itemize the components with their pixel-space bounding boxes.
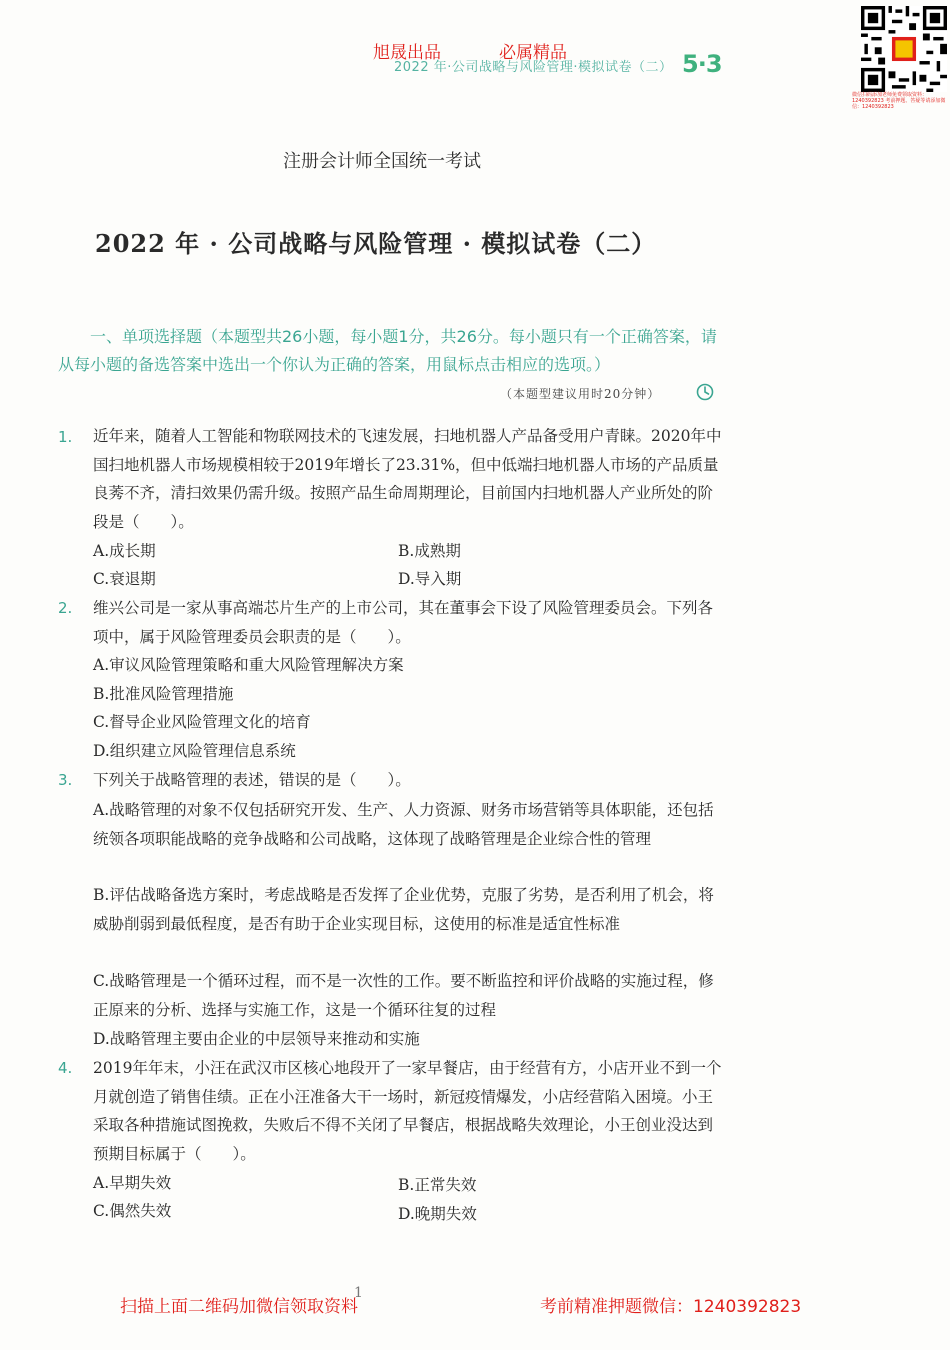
publisher-logo: 5·3 — [682, 50, 722, 78]
option-d[interactable]: D.战略管理主要由企业的中层领导来推动和实施 — [93, 1030, 420, 1048]
time-note: （本题型建议用时20分钟） — [500, 387, 661, 401]
option-a[interactable]: A.审议风险管理策略和重大风险管理解决方案 — [93, 656, 404, 674]
watermark-bottom-right: 考前精准押题微信：1240392823 — [540, 1297, 802, 1317]
question-stem: 2019年年末，小汪在武汉市区核心地段开了一家早餐店，由于经营有方，小店开业不到一个月就创造了销售佳绩。正在小汪准备大干一场时，新冠疫情爆发，小店经营陷入困境。小王采取各种措施试图挽救，失败后不得不关闭了早餐店，根据战略失效理论，小王创业没达到预期目标属于（ ）。 — [93, 1059, 722, 1163]
option-b[interactable]: B.评估战略备选方案时，考虑战略是否发挥了企业优势，克服了劣势，是否利用了机会，将威胁削弱到最低程度，是否有助于企业实现目标，这使用的标准是适宜性标准 — [93, 886, 714, 933]
option-a[interactable]: A.战略管理的对象不仅包括研究开发、生产、人力资源、财务市场营销等具体职能，还包括统领各项职能战略的竞争战略和公司战略，这体现了战略管理是企业综合性的管理 — [93, 801, 714, 848]
option-d[interactable]: D.组织建立风险管理信息系统 — [93, 742, 296, 760]
option-a[interactable]: A.早期失效 — [93, 1174, 172, 1192]
watermark-top-left: 旭晟出品 — [373, 43, 441, 63]
page-title: 2022 年 · 公司战略与风险管理 · 模拟试卷（二） — [95, 229, 657, 258]
watermark-bottom-left: 扫描上面二维码加微信领取资料 — [120, 1297, 358, 1317]
option-d[interactable]: D.导入期 — [398, 570, 462, 588]
qr-code-icon — [861, 6, 947, 92]
running-header: 2022 年·公司战略与风险管理·模拟试卷（二） — [394, 60, 673, 75]
question-stem: 维兴公司是一家从事高端芯片生产的上市公司，其在董事会下设了风险管理委员会。下列各项中，属于风险管理委员会职责的是（ ）。 — [93, 599, 714, 646]
qr-note: 微信扫码添加老师免费领取资料：1240392823 考前押题、答疑等请添加微信：1240392823 — [852, 92, 946, 110]
option-c[interactable]: C.衰退期 — [93, 570, 156, 588]
option-b[interactable]: B.正常失效 — [398, 1176, 477, 1194]
question-number: 2. — [58, 599, 73, 617]
option-d[interactable]: D.晚期失效 — [398, 1205, 477, 1223]
section-heading: 一、单项选择题（本题型共26小题，每小题1分，共26分。每小题只有一个正确答案，请从每小题的备选答案中选出一个你认为正确的答案，用鼠标点击相应的选项。） — [58, 327, 717, 374]
page-number: 1 — [354, 1285, 363, 1301]
option-a[interactable]: A.成长期 — [93, 542, 156, 560]
clock-icon — [696, 381, 714, 403]
option-c[interactable]: C.偶然失效 — [93, 1202, 172, 1220]
option-b[interactable]: B.成熟期 — [398, 542, 461, 560]
option-c[interactable]: C.战略管理是一个循环过程，而不是一次性的工作。要不断监控和评价战略的实施过程，修正原来的分析、选择与实施工作，这是一个循环往复的过程 — [93, 972, 714, 1019]
question-stem: 近年来，随着人工智能和物联网技术的飞速发展，扫地机器人产品备受用户青睐。2020年中国扫地机器人市场规模相较于2019年增长了23.31%，但中低端扫地机器人市场的产品质量良莠不齐，清扫效果仍需升级。按照产品生命周期理论，目前国内扫地机器人产业所处的阶段是（ ）。 — [93, 427, 722, 531]
option-b[interactable]: B.批准风险管理措施 — [93, 685, 234, 703]
option-c[interactable]: C.督导企业风险管理文化的培育 — [93, 713, 311, 731]
question-stem: 下列关于战略管理的表述，错误的是（ ）。 — [93, 771, 411, 789]
question-number: 4. — [58, 1059, 73, 1077]
watermark-top-right: 必属精品 — [499, 43, 567, 63]
exam-name: 注册会计师全国统一考试 — [283, 151, 481, 172]
question-number: 3. — [58, 771, 73, 789]
question-number: 1. — [58, 428, 73, 446]
